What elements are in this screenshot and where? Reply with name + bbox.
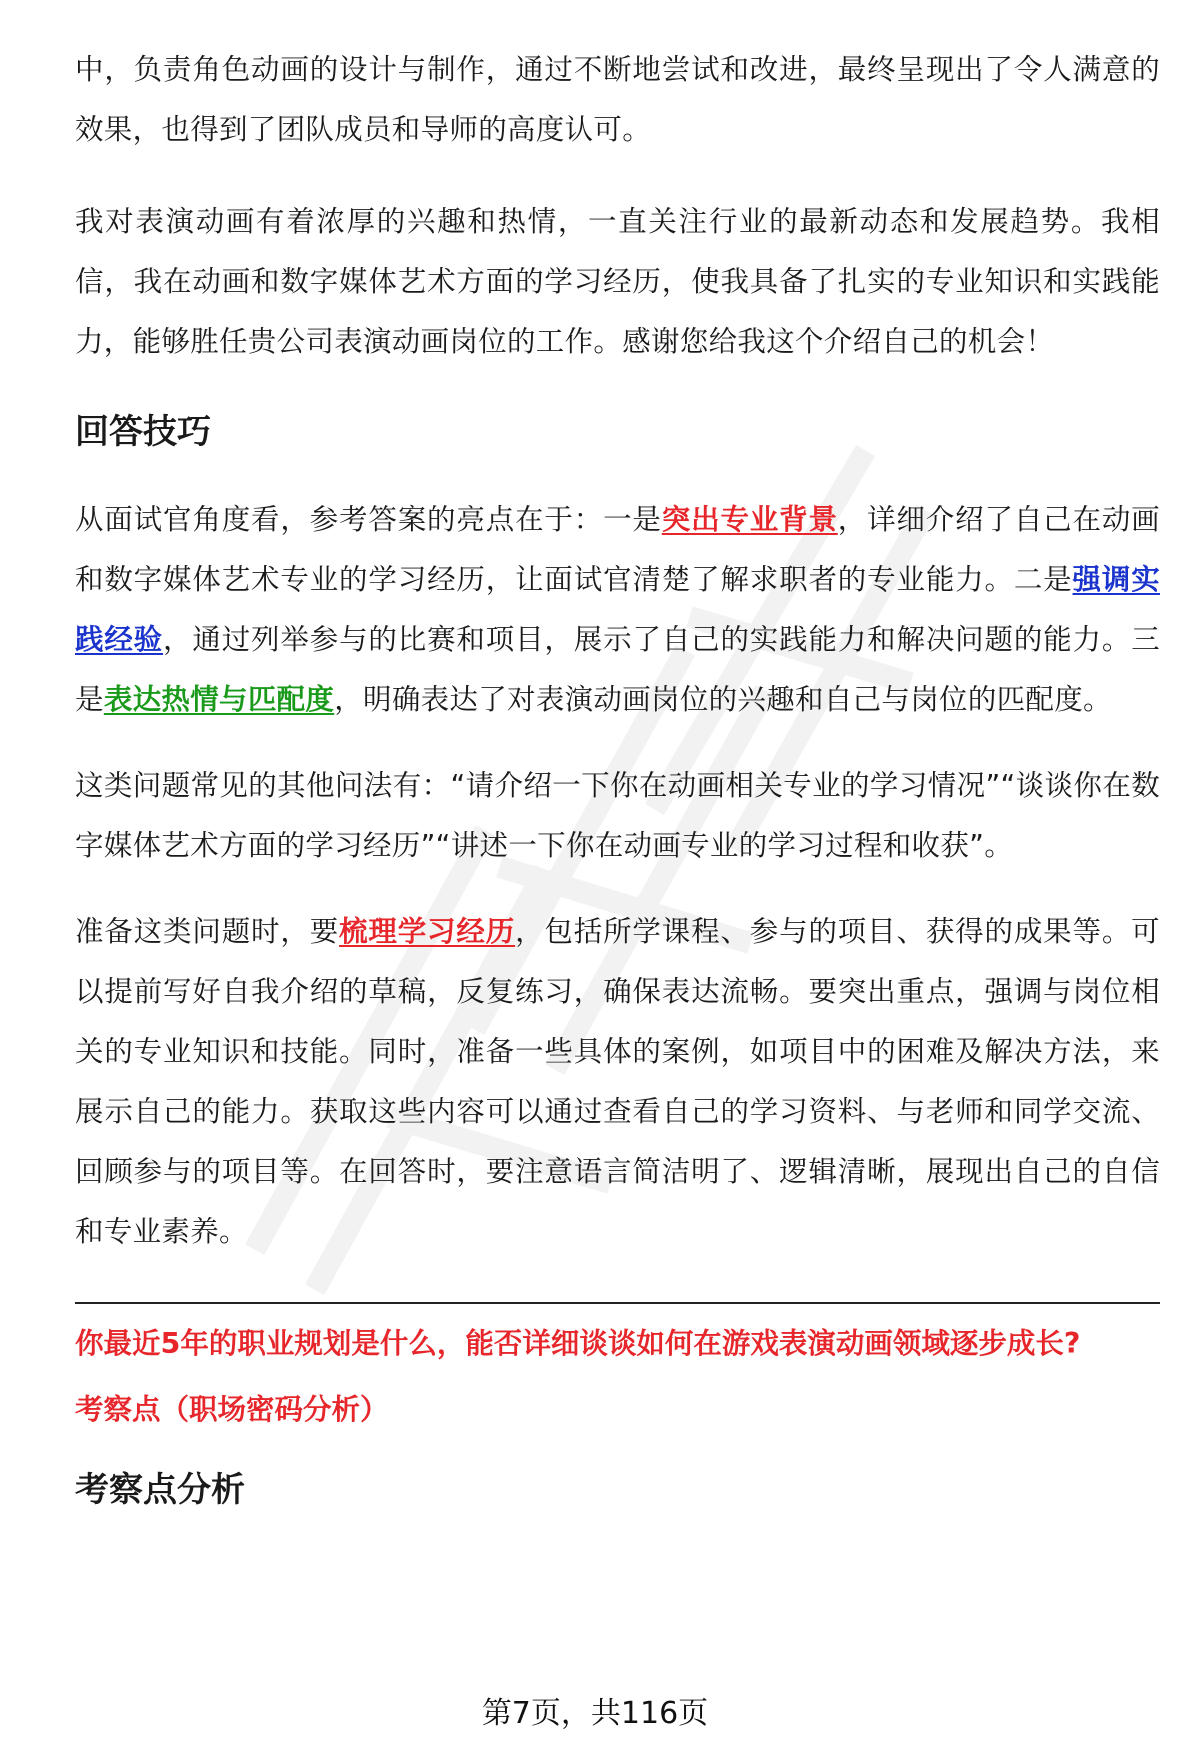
section-divider — [75, 1302, 1160, 1304]
answer-paragraph-closing: 我对表演动画有着浓厚的兴趣和热情，一直关注行业的最新动态和发展趋势。我相信，我在动画和数字媒体艺术方面的学习经历，使我具备了扎实的专业知识和实践能力，能够胜任贵公司表演动画岗位的工作。感谢您给我这个介绍自己的机会！ — [75, 205, 1160, 358]
tips-text-3: ，通过列举参与的比赛和项目，展示了自己的实践能力和解决问题的能力。三是 — [75, 623, 1161, 716]
answer-paragraph-continued: 中，负责角色动画的设计与制作，通过不断地尝试和改进，最终呈现出了令人满意的效果，也得到了团队成员和导师的高度认可。 — [75, 53, 1160, 146]
highlight-practical-experience: 强调实践经验 — [75, 563, 1160, 656]
other-questions-paragraph: 这类问题常见的其他问法有：“请介绍一下你在动画相关专业的学习情况”“谈谈你在数字媒体艺术方面的学习经历”“讲述一下你在动画专业的学习过程和收获”。 — [75, 769, 1160, 862]
next-question-title: 你最近5年的职业规划是什么，能否详细谈谈如何在游戏表演动画领域逐步成长? — [75, 1327, 1081, 1360]
prep-text-1: 准备这类问题时，要 — [75, 915, 340, 948]
tips-text-1: 从面试官角度看，参考答案的亮点在于：一是 — [75, 503, 662, 536]
document-body — [75, 40, 1160, 1520]
page-number: 第7页，共116页 — [481, 1696, 709, 1731]
next-question-subtitle: 考察点（职场密码分析） — [75, 1393, 389, 1426]
tips-text-2: ，详细介绍了自己在动画和数字媒体艺术专业的学习经历，让面试官清楚了解求职者的专业能力。二是 — [75, 503, 1160, 596]
prep-text-2: ，包括所学课程、参与的项目、获得的成果等。可以提前写好自我介绍的草稿，反复练习，确保表达流畅。要突出重点，强调与岗位相关的专业知识和技能。同时，准备一些具体的案例，如项目中的困难及解决方法，来展示自己的能力。获取这些内容可以通过查看自己的学习资料、与老师和同学交流、回顾参与的项目等。在回答时，要注意语言简洁明了、逻辑清晰，展现出自己的自信和专业素养。 — [75, 915, 1160, 1248]
highlight-passion-match: 表达热情与匹配度 — [103, 683, 335, 716]
preparation-paragraph — [75, 902, 1160, 1262]
tips-text-4: ，明确表达了对表演动画岗位的兴趣和自己与岗位的匹配度。 — [334, 683, 1112, 716]
tips-heading: 回答技巧 — [75, 412, 211, 452]
tips-paragraph — [75, 490, 1160, 730]
analysis-heading: 考察点分析 — [75, 1470, 245, 1510]
highlight-study-experience: 梳理学习经历 — [339, 915, 516, 948]
highlight-professional-background: 突出专业背景 — [661, 503, 838, 536]
